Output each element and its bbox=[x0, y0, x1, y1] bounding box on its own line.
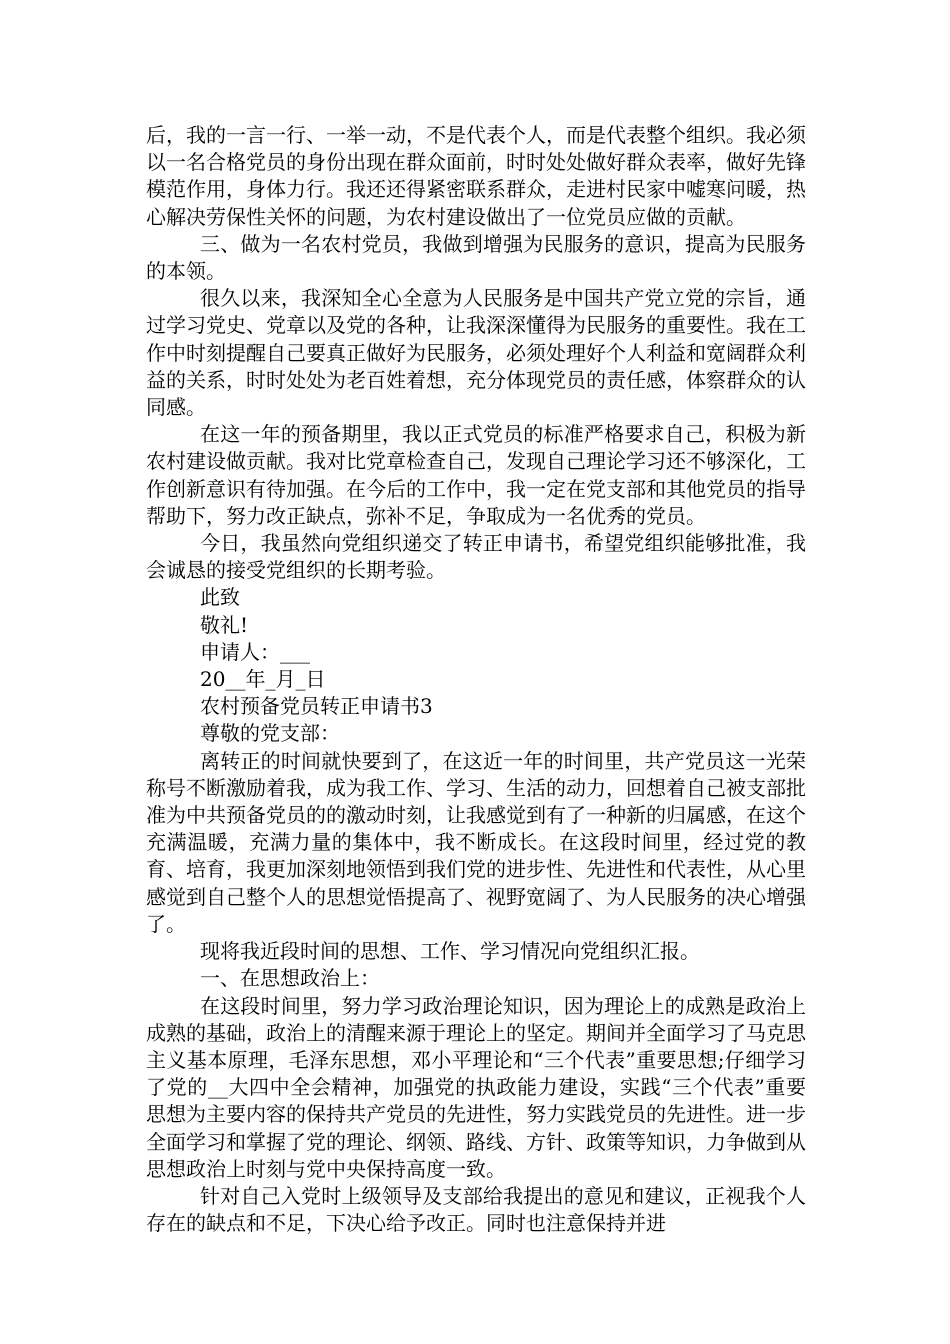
closing-jingli: 敬礼! bbox=[200, 612, 249, 637]
closing-cizhi: 此致 bbox=[200, 585, 240, 610]
paragraph-report-intro: 现将我近段时间的思想、工作、学习情况向党组织汇报。 bbox=[200, 939, 700, 964]
heading-ideology-politics: 一、在思想政治上： bbox=[200, 966, 380, 991]
paragraph-submission: 今日，我虽然向党组织递交了转正申请书，希望党组织能够批准，我会诚恳的接受党组织的长期考验。 bbox=[146, 531, 806, 583]
paragraph-service-awareness: 很久以来，我深知全心全意为人民服务是中国共产党立党的宗旨，通过学习党史、党章以及党的各种，让我深深懂得为民服务的重要性。我在工作中时刻提醒自己要真正做好为民服务，必须处理好个人利益和宽阔群众利益的关系，时时处处为老百姓着想，充分体现党员的责任感，体察群众的认同感。 bbox=[146, 286, 806, 420]
date-line: 20__年_月_日 bbox=[200, 667, 326, 692]
paragraph-self-correction: 针对自己入党时上级领导及支部给我提出的意见和建议，正视我个人存在的缺点和不足，下决心给予改正。同时也注意保持并进 bbox=[146, 1183, 806, 1236]
paragraph-opening: 离转正的时间就快要到了，在这近一年的时间里，共产党员这一光荣称号不断激励着我，成为我工作、学习、生活的动力，回想着自己被支部批准为中共预备党员的的激动时刻，让我感觉到有了一种新的归属感，在这个充满温暖，充满力量的集体中，我不断成长。在这段时间里，经过党的教育、培育，我更加深刻地领悟到我们党的进步性、先进性和代表性，从心里感觉到自己整个人的思想觉悟提高了、视野宽阔了、为人民服务的决心增强了。 bbox=[146, 748, 806, 936]
paragraph-continuation: 后，我的一言一行、一举一动，不是代表个人，而是代表整个组织。我必须以一名合格党员的身份出现在群众面前，时时处处做好群众表率，做好先锋模范作用，身体力行。我还还得紧密联系群众，走进村民家中嘘寒问暖，热心解决劳保性关怀的问题，为农村建设做出了一位党员应做的贡献。 bbox=[146, 123, 806, 229]
paragraph-probation-year: 在这一年的预备期里，我以正式党员的标准严格要求自己，积极为新农村建设做贡献。我对比党章检查自己，发现自己理论学习还不够深化，工作创新意识有待加强。在今后的工作中，我一定在党支部和其他党员的指导帮助下，努力改正缺点，弥补不足，争取成为一名优秀的党员。 bbox=[146, 422, 806, 528]
applicant-line: 申请人：___ bbox=[200, 639, 310, 664]
salutation: 尊敬的党支部： bbox=[200, 721, 340, 746]
paragraph-theory-study: 在这段时间里，努力学习政治理论知识，因为理论上的成熟是政治上成熟的基础，政治上的清醒来源于理论上的坚定。期间并全面学习了马克思主义基本原理，毛泽东思想，邓小平理论和“三个代表”重要思想;仔细学习了党的__大四中全会精神，加强党的执政能力建设，实践“三个代表”重要思想为主要内容的保持共产党员的先进性，努力实践党员的先进性。进一步全面学习和掌握了党的理论、纲领、路线、方针、政策等知识，力争做到从思想政治上时刻与党中央保持高度一致。 bbox=[146, 993, 806, 1181]
document-page bbox=[146, 122, 806, 1237]
paragraph-section-three-heading: 三、做为一名农村党员，我做到增强为民服务的意识，提高为民服务的本领。 bbox=[146, 231, 806, 284]
section-title-letter-3: 农村预备党员转正申请书3 bbox=[200, 694, 433, 719]
